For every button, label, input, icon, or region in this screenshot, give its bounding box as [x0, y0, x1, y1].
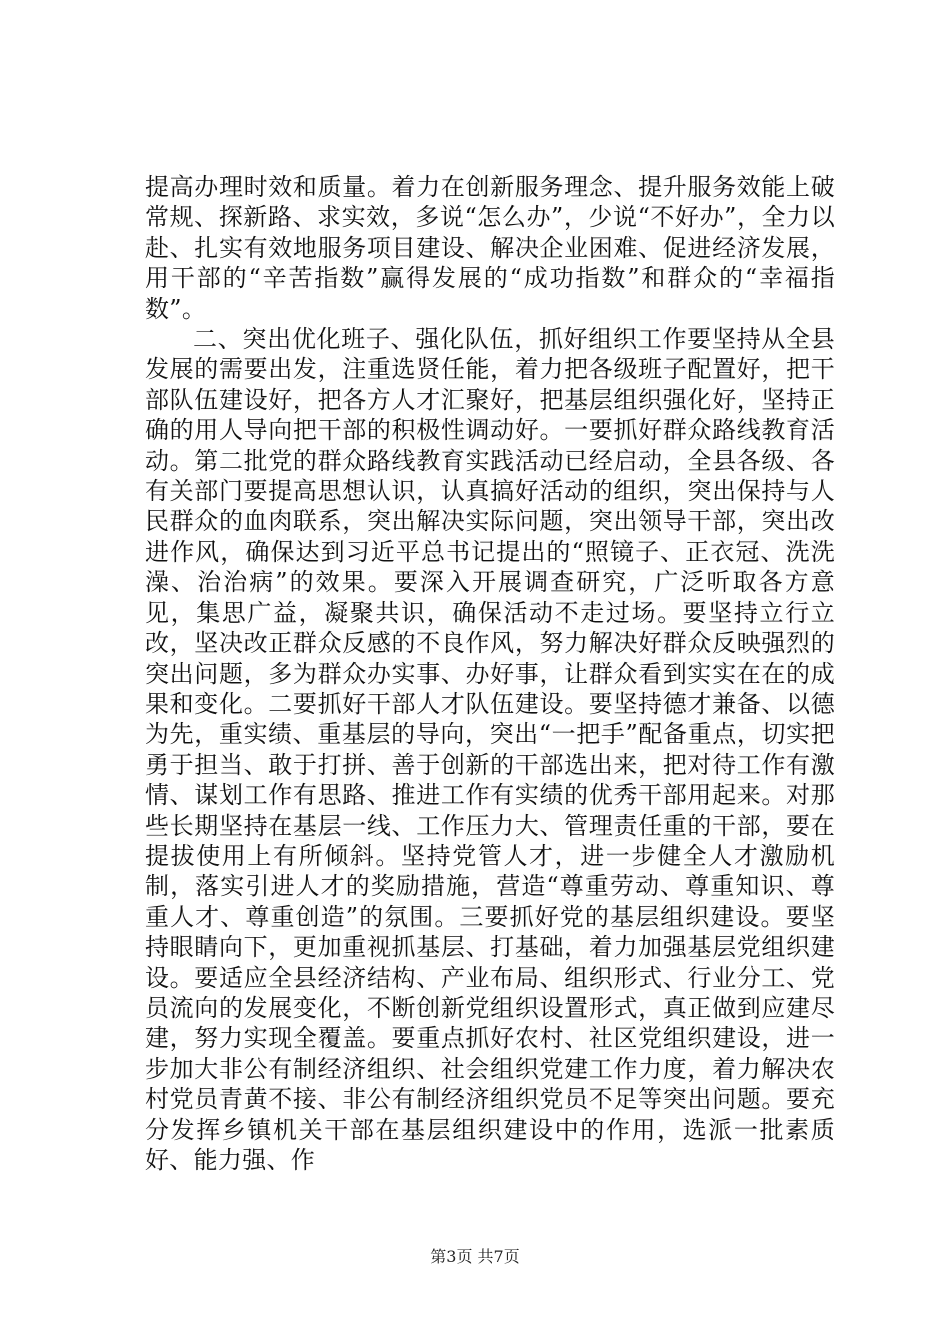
- paragraph-section-two: 二、突出优化班子、强化队伍，抓好组织工作要坚持从全县发展的需要出发，注重选贤任能，着力把各级班子配置好，把干部队伍建设好，把各方人才汇聚好，把基层组织强化好，坚持正确的用人导向把干部的积极性调动好。一要抓好群众路线教育活动。第二批党的群众路线教育实践活动已经启动，全县各级、各有关部门要提高思想认识，认真搞好活动的组织，突出保持与人民群众的血肉联系，突出解决实际问题，突出领导干部，突出改进作风，确保达到习近平总书记提出的“照镜子、正衣冠、洗洗澡、治治病”的效果。要深入开展调查研究，广泛听取各方意见，集思广益，凝聚共识，确保活动不走过场。要坚持立行立改，坚决改正群众反感的不良作风，努力解决好群众反映强烈的突出问题，多为群众办实事、办好事，让群众看到实实在在的成果和变化。二要抓好干部人才队伍建设。要坚持德才兼备、以德为先，重实绩、重基层的导向，突出“一把手”配备重点，切实把勇于担当、敢于打拼、善于创新的干部选出来，把对待工作有激情、谋划工作有思路、推进工作有实绩的优秀干部用起来。对那些长期坚持在基层一线、工作压力大、管理责任重的干部，要在提拔使用上有所倾斜。坚持党管人才，进一步健全人才激励机制，落实引进人才的奖励措施，营造“尊重劳动、尊重知识、尊重人才、尊重创造”的氛围。三要抓好党的基层组织建设。要坚持眼睛向下，更加重视抓基层、打基础，着力加强基层党组织建设。要适应全县经济结构、产业布局、组织形式、行业分工、党员流向的发展变化，不断创新党组织设置形式，真正做到应建尽建，努力实现全覆盖。要重点抓好农村、社区党组织建设，进一步加大非公有制经济组织、社会组织党建工作力度，着力解决农村党员青黄不接、非公有制经济组织党员不足等突出问题。要充分发挥乡镇机关干部在基层组织建设中的作用，选派一批素质好、能力强、作: [145, 325, 835, 1174]
- page-number-footer: 第3页 共7页: [430, 1247, 520, 1266]
- document-body: [145, 172, 835, 1175]
- paragraph-continuation: 提高办理时效和质量。着力在创新服务理念、提升服务效能上破常规、探新路、求实效，多说“怎么办”，少说“不好办”，全力以赴、扎实有效地服务项目建设、解决企业困难、促进经济发展，用干部的“辛苦指数”赢得发展的“成功指数”和群众的“幸福指数”。: [145, 173, 835, 323]
